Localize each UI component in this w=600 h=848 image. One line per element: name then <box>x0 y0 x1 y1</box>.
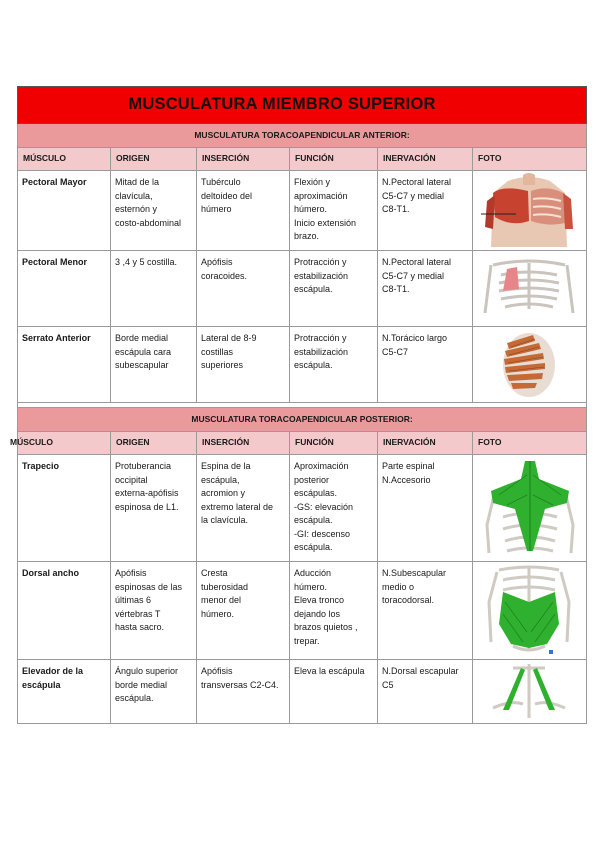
innervation-line: C5 <box>382 679 394 690</box>
insertion-line: escápula, <box>201 474 240 485</box>
function-line: Aducción <box>294 568 332 578</box>
muscle-name: Elevador de la escápula <box>18 660 111 724</box>
function-line: escápulas. <box>294 488 338 498</box>
origin-line: Mitad de la <box>115 177 160 187</box>
innervation-line: Parte espinal <box>382 461 435 471</box>
insertion-line: Cresta <box>201 568 228 578</box>
photo-cell <box>473 562 587 660</box>
neck-shape <box>523 173 535 185</box>
insertion-line: Apófisis <box>201 257 233 267</box>
pectoralis-minor-image <box>473 251 586 326</box>
header-funcion: FUNCIÓN <box>290 148 378 171</box>
function-cell <box>290 660 378 724</box>
photo-cell <box>473 455 587 562</box>
function-line: escápula. <box>294 542 333 552</box>
origin-line: clavícula, <box>115 190 153 201</box>
innervation-line: toracodorsal. <box>382 595 435 605</box>
innervation-cell <box>378 455 473 562</box>
innervation-cell <box>378 171 473 251</box>
header-origen: ORIGEN <box>111 148 197 171</box>
table-row <box>18 562 587 660</box>
innervation-line: N.Torácico largo <box>382 333 448 343</box>
insertion-line: Lateral de 8-9 <box>201 333 257 343</box>
origin-line: escápula. <box>115 693 154 703</box>
origin-line: escápula cara <box>115 346 172 357</box>
header-inervacion: INERVACIÓN <box>378 432 473 455</box>
insertion-line: Apófisis <box>201 666 233 676</box>
function-line: Inicio extensión <box>294 217 357 228</box>
header-musculo <box>10 432 111 455</box>
insertion-line: extremo lateral de <box>201 501 274 512</box>
innervation-line: C5-C7 y medial <box>382 270 445 281</box>
photo-cell <box>473 327 587 403</box>
origin-line: últimas 6 <box>115 595 152 605</box>
origin-line: borde medial <box>115 679 168 690</box>
origin-line: externa-apófisis <box>115 488 179 498</box>
posterior-header-row <box>18 432 587 455</box>
function-line: -GI: descenso <box>294 528 351 539</box>
function-cell <box>290 327 378 403</box>
innervation-line: N.Accesorio <box>382 474 431 485</box>
anterior-section-title: MUSCULATURA TORACOAPENDICULAR ANTERIOR: <box>18 124 587 148</box>
innervation-line: C8-T1. <box>382 284 410 294</box>
function-line: estabilización <box>294 346 349 357</box>
muscle-name: Trapecio <box>18 455 111 562</box>
muscle-name: Dorsal ancho <box>18 562 111 660</box>
innervation-cell <box>378 562 473 660</box>
serratus-anterior-image <box>473 327 586 402</box>
function-line: escápula. <box>294 515 333 525</box>
insertion-cell <box>197 327 290 403</box>
origin-line: Ángulo superior <box>115 666 179 676</box>
function-line: húmero. <box>294 581 328 592</box>
function-cell <box>290 455 378 562</box>
innervation-line: C8-T1. <box>382 204 410 214</box>
origin-cell <box>111 660 197 724</box>
origin-line: Borde medial <box>115 333 169 343</box>
origin-cell <box>111 251 197 327</box>
levator-scapulae-image <box>473 660 586 723</box>
innervation-line: N.Pectoral lateral <box>382 257 452 267</box>
function-line: escápula. <box>294 284 333 294</box>
header-foto: FOTO <box>473 148 587 171</box>
innervation-cell <box>378 327 473 403</box>
insertion-line: deltoideo del <box>201 190 253 201</box>
anterior-section-row <box>18 124 587 148</box>
table-row <box>18 251 587 327</box>
muscle-name: Pectoral Mayor <box>18 171 111 251</box>
insertion-cell <box>197 455 290 562</box>
function-line: trepar. <box>294 635 320 646</box>
header-insercion: INSERCIÓN <box>197 148 290 171</box>
insertion-line: acromion y <box>201 488 246 498</box>
insertion-cell <box>197 171 290 251</box>
page-title: MUSCULATURA MIEMBRO SUPERIOR <box>128 95 436 114</box>
origin-line: Protuberancia <box>115 461 172 471</box>
ribcage-bones <box>485 261 573 313</box>
innervation-line: C5-C7 y medial <box>382 190 445 201</box>
title-row <box>18 87 587 124</box>
insertion-line: superiores <box>201 360 244 370</box>
insertion-line: húmero. <box>201 608 235 619</box>
insertion-line: transversas C2-C4. <box>201 679 279 690</box>
function-line: escápula. <box>294 360 333 370</box>
muscle-table-sheet <box>10 86 586 724</box>
origin-line: esternón y <box>115 204 158 214</box>
header-musculo-text: MÚSCULO <box>10 437 53 448</box>
posterior-section-title: MUSCULATURA TORACOAPENDICULAR POSTERIOR: <box>18 408 587 432</box>
header-musculo: MÚSCULO <box>18 148 111 171</box>
function-line: estabilización <box>294 270 349 281</box>
function-line: brazo. <box>294 231 320 241</box>
function-line: Eleva la escápula <box>294 666 365 676</box>
table-row <box>18 455 587 562</box>
insertion-line: Tubérculo <box>201 177 241 187</box>
photo-cell <box>473 171 587 251</box>
function-line: aproximación <box>294 190 348 201</box>
innervation-line: N.Subescapular <box>382 568 447 578</box>
photo-cell <box>473 660 587 724</box>
origin-line: espinosas de las <box>115 581 183 592</box>
insertion-line: tuberosidad <box>201 581 249 592</box>
small-blue-marker <box>549 650 553 654</box>
innervation-cell <box>378 660 473 724</box>
table-row <box>18 171 587 251</box>
posterior-section-row <box>18 408 587 432</box>
muscle-table <box>10 86 587 724</box>
origin-line: Apófisis <box>115 568 147 578</box>
function-cell <box>290 251 378 327</box>
pectoralis-major-image <box>473 171 586 250</box>
origin-cell <box>111 455 197 562</box>
header-funcion: FUNCIÓN <box>290 432 378 455</box>
function-line: húmero. <box>294 204 328 214</box>
insertion-line: costillas <box>201 346 234 357</box>
function-line: brazos quietos , <box>294 622 358 632</box>
origin-line: hasta sacro. <box>115 622 165 632</box>
insertion-line: la clavícula. <box>201 515 249 525</box>
latissimus-dorsi-image <box>473 562 586 659</box>
function-line: Aproximación <box>294 461 349 471</box>
origin-line: 3 ,4 y 5 costilla. <box>115 257 178 267</box>
origin-line: vértebras T <box>115 608 161 619</box>
origin-cell <box>111 562 197 660</box>
origin-line: costo-abdominal <box>115 217 182 228</box>
origin-line: espinosa de L1. <box>115 501 179 512</box>
muscle-name: Pectoral Menor <box>18 251 111 327</box>
function-line: posterior <box>294 474 330 485</box>
header-foto: FOTO <box>473 432 587 455</box>
function-line: Flexión y <box>294 177 331 187</box>
origin-line: occipital <box>115 474 148 485</box>
insertion-cell <box>197 660 290 724</box>
function-line: dejando los <box>294 608 341 619</box>
insertion-cell <box>197 562 290 660</box>
innervation-cell <box>378 251 473 327</box>
innervation-line: C5-C7 <box>382 346 409 357</box>
innervation-line: N.Pectoral lateral <box>382 177 452 187</box>
function-line: Protracción y <box>294 257 347 267</box>
anterior-header-row <box>18 148 587 171</box>
insertion-line: menor del <box>201 595 242 605</box>
function-line: Protracción y <box>294 333 347 343</box>
origin-line: subescapular <box>115 360 169 370</box>
innervation-line: medio o <box>382 581 415 592</box>
table-row <box>18 660 587 724</box>
header-origen: ORIGEN <box>111 432 197 455</box>
pectoralis-minor-muscle <box>503 267 519 291</box>
trapezius-image <box>473 455 586 561</box>
innervation-line: N.Dorsal escapular <box>382 666 459 676</box>
origin-cell <box>111 171 197 251</box>
function-line: Eleva tronco <box>294 595 345 605</box>
function-cell <box>290 171 378 251</box>
insertion-cell <box>197 251 290 327</box>
insertion-line: coracoides. <box>201 270 248 281</box>
header-inervacion: INERVACIÓN <box>378 148 473 171</box>
pectoralis-muscle-red <box>493 188 529 223</box>
function-cell <box>290 562 378 660</box>
header-insercion: INSERCIÓN <box>197 432 290 455</box>
insertion-line: Espina de la <box>201 461 251 471</box>
insertion-line: húmero <box>201 204 232 214</box>
muscle-name: Serrato Anterior <box>18 327 111 403</box>
origin-cell <box>111 327 197 403</box>
photo-cell <box>473 251 587 327</box>
table-row <box>18 327 587 403</box>
function-line: -GS: elevación <box>294 501 354 512</box>
